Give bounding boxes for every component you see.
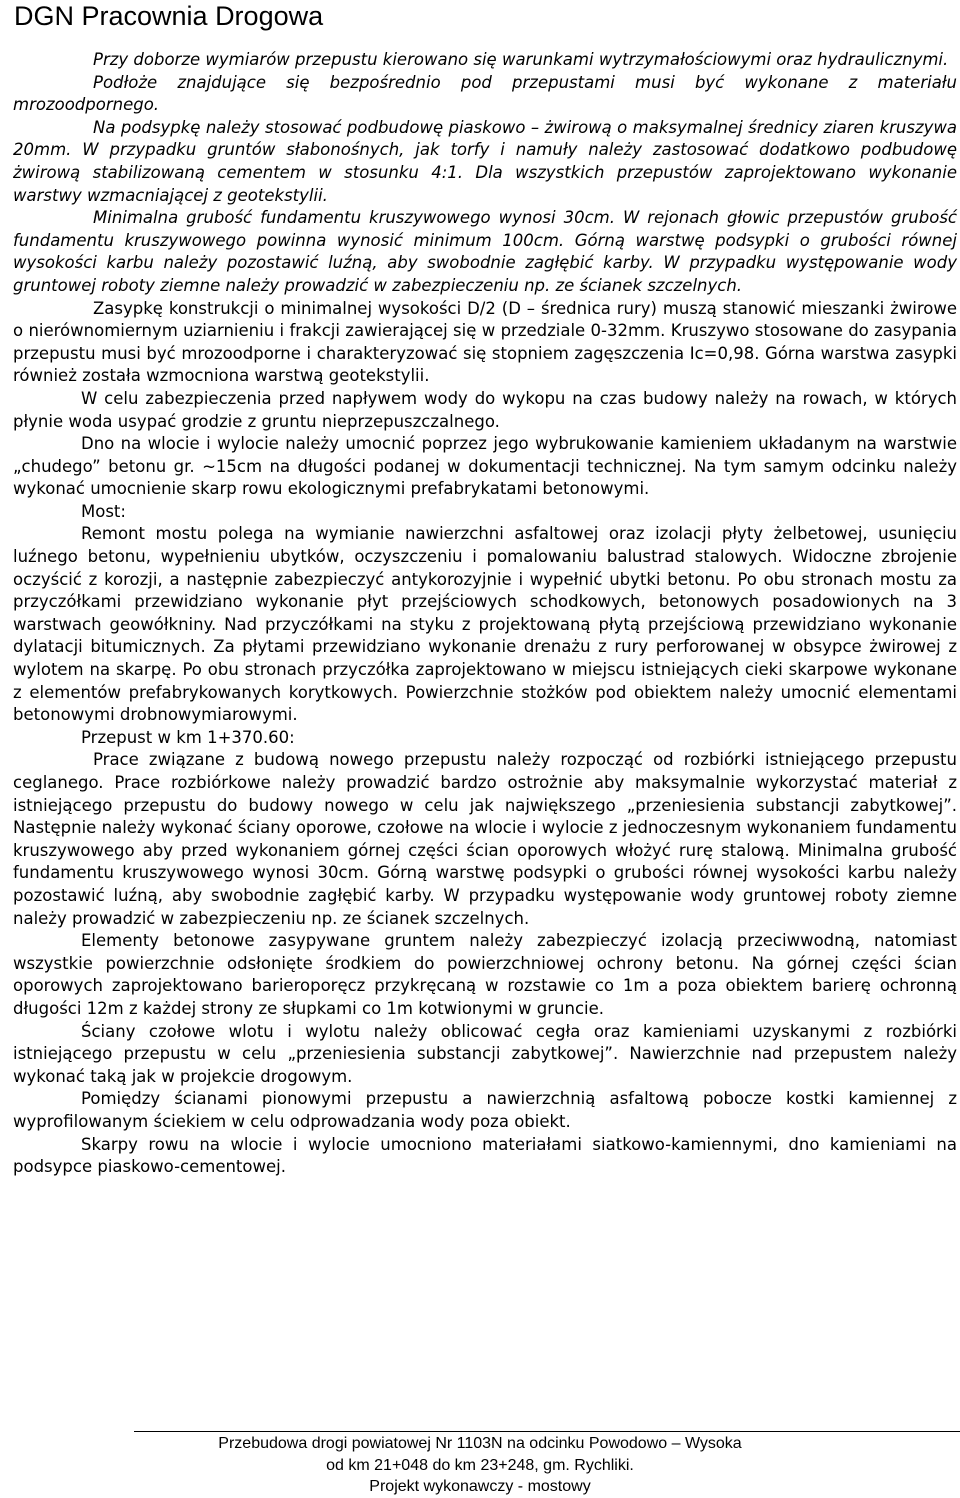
document-body (13, 49, 957, 1179)
paragraph: Elementy betonowe zasypywane gruntem należy zabezpieczyć izolacją przeciwwodną, natomiast wszystkie powierzchnie odsłonięte środkiem do powierzchniowej ochrony betonu. Na górnej części ścian oporowych zaprojektowano barieroporęcz przykręcaną w rozstawie co 1m a poza obiektem barierę ochronną długości 12m z każdej strony ze słupkami co 1m kotwionymi w gruncie. (13, 931, 957, 1018)
paragraph: Prace związane z budową nowego przepustu należy rozpocząć od rozbiórki istniejącego przepustu ceglanego. Prace rozbiórkowe należy prowadzić bardzo ostrożnie aby maksymalnie wykorzystać materiał z istniejącego przepustu do budowy nowego w celu jak największego „przeniesienia substancji zabytkowej”. Następnie należy wykonać ściany oporowe, czołowe na wlocie i wylocie z jednoczesnym wykonaniem fundamentu kruszywowego aby przed wykonaniem górnej części ścian oporowych włożyć rurę stalową. Minimalna grubość fundamentu kruszywowego wynosi 30cm. Górną warstwę podsypki o grubości równej wysokości karbu należy pozostawić luźną, aby swobodnie zagłębić karby. W przypadku występowanie wody gruntowej roboty ziemne należy prowadzić w zabezpieczeniu np. ze ścianek szczelnych. (13, 750, 957, 928)
section-heading-przepust: Przepust w km 1+370.60: (81, 727, 295, 747)
footer-line: Projekt wykonawczy - mostowy (369, 1478, 591, 1495)
paragraph: W celu zabezpieczenia przed napływem wody do wykopu na czas budowy należy na rowach, w których płynie woda usypać grodzie z gruntu nieprzepuszczalnego. (13, 388, 957, 431)
paragraph: Dno na wlocie i wylocie należy umocnić poprzez jego wybrukowanie kamieniem układanym na warstwie „chudego” betonu gr. ~15cm na długości podanej w dokumentacji technicznej. Na tym samym odcinku należy wykonać umocnienie skarp rowu ekologicznymi prefabrykatami betonowymi. (13, 434, 957, 499)
paragraph: Ściany czołowe wlotu i wylotu należy oblicować cegła oraz kamieniami uzyskanymi z rozbiórki istniejącego przepustu w celu „przeniesienia substancji zabytkowej”. Nawierzchnie nad przepustem należy wykonać taką jak w projekcie drogowym. (13, 1021, 957, 1086)
paragraph: Remont mostu polega na wymianie nawierzchni asfaltowej oraz izolacji płyty żelbetowej, usunięciu luźnego betonu, wypełnieniu ubytków, oczyszczeniu i pomalowaniu balustrad stalowych. Widoczne zbrojenie oczyścić z korozji, a następnie zabezpieczyć antykorozyjnie i wypełnić ubytki betonu. Po obu stronach mostu za przyczółkami przewidziano wykonanie płyt przejściowych schodkowych, betonowych posadowionych na 3 warstwach geowółkniny. Nad przyczółkami na styku z projektowaną płytą przejściową przewidziano wykonanie dylatacji bitumicznych. Za płytami przewidziano wykonanie drenażu z rury perforowanej w obsypce żwirowej z wylotem na skarpę. Po obu stronach przyczółka zaprojektowano w miejscu istniejących cieki skarpowe wykonane z elementów prefabrykowanych korytkowych. Powierzchnie stożków pod obiektem należy umocnić elementami betonowymi drobnowymiarowymi. (13, 524, 957, 725)
document-footer (0, 1433, 960, 1498)
paragraph: Przy doborze wymiarów przepustu kierowano się warunkami wytrzymałościowymi oraz hydraulicznymi. (93, 50, 949, 69)
paragraph: Na podsypkę należy stosować podbudowę piaskowo – żwirową o maksymalnej średnicy ziaren kruszywa 20mm. W przypadku gruntów słabonośnych, jak torfy i namuły należy zastosować dodatkowo podbudowę żwirową stabilizowaną cementem w stosunku 4:1. Dla wszystkich przepustów zaprojektowano wykonanie warstwy wzmacniającej z geotekstylii. (13, 117, 957, 205)
section-heading-most: Most: (81, 501, 126, 521)
paragraph: Podłoże znajdujące się bezpośrednio pod przepustami musi być wykonane z materiału mrozoodpornego. (13, 72, 957, 115)
footer-line: od km 21+048 do km 23+248, gm. Rychliki. (326, 1456, 634, 1474)
footer-line: Przebudowa drogi powiatowej Nr 1103N na odcinku Powodowo – Wysoka (218, 1435, 742, 1452)
paragraph: Minimalna grubość fundamentu kruszywowego wynosi 30cm. W rejonach głowic przepustów grubość fundamentu kruszywowego powinna wynosić minimum 100cm. Górną warstwę podsypki o grubości równej wysokości karbu należy pozostawić luźną, aby swobodnie zagłębić karby. W przypadku występowanie wody gruntowej roboty ziemne należy prowadzić w zabezpieczeniu np. ze ścianek szczelnych. (13, 208, 957, 295)
paragraph: Skarpy rowu na wlocie i wylocie umocniono materiałami siatkowo-kamiennymi, dno kamieniami na podsypce piaskowo-cementowej. (13, 1134, 957, 1177)
paragraph: Zasypkę konstrukcji o minimalnej wysokości D/2 (D – średnica rury) muszą stanowić mieszanki żwirowe o nierównomiernym uziarnieniu i frakcji zawierającej się w przedziale 0-32mm. Kruszywo stosowane do zasypania przepustu musi być mrozoodporne i charakteryzować się stopniem zagęszczenia Ic=0,98. Górna warstwa zasypki również została wzmocniona warstwą geotekstylii. (13, 298, 957, 386)
footer-divider (134, 1431, 960, 1432)
paragraph: Pomiędzy ścianami pionowymi przepustu a nawierzchnią asfaltową pobocze kostki kamiennej z wyprofilowanym ściekiem w celu odprowadzania wody poza obiekt. (13, 1089, 957, 1131)
document-header-title: DGN Pracownia Drogowa (14, 1, 324, 31)
